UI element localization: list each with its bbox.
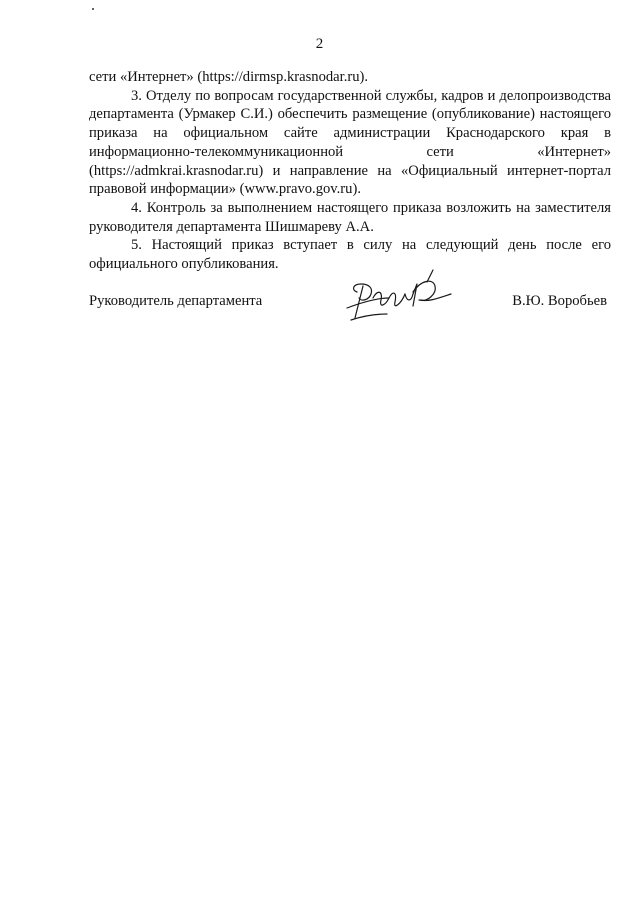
- paragraph-continuation: сети «Интернет» (https://dirmsp.krasnodar.ru).: [89, 69, 369, 85]
- document-body: [89, 68, 611, 274]
- paragraph-4: 4. Контроль за выполнением настоящего приказа возложить на заместителя руководителя департамента Шишмареву А.А.: [89, 199, 611, 235]
- scan-dot: [92, 8, 94, 10]
- page-number: 2: [315, 36, 324, 52]
- signatory-title: Руководитель департамента: [89, 293, 263, 309]
- paragraph-3: 3. Отделу по вопросам государственной службы, кадров и делопроизводства департамента (Урмакер С.И.) обеспечить размещение (опубликование) настоящего приказа на официальном сайте администрации Краснодарского края в информационно-телекоммуникационной сети «Интернет» (https://admkrai.krasnodar.ru) и направление на «Официальный интернет-портал правовой информации» (www.pravo.gov.ru).: [89, 87, 611, 198]
- handwritten-signature: [343, 268, 455, 328]
- paragraph-5: 5. Настоящий приказ вступает в силу на следующий день после его официального опубликования.: [89, 237, 611, 273]
- signatory-name: В.Ю. Воробьев: [512, 293, 607, 309]
